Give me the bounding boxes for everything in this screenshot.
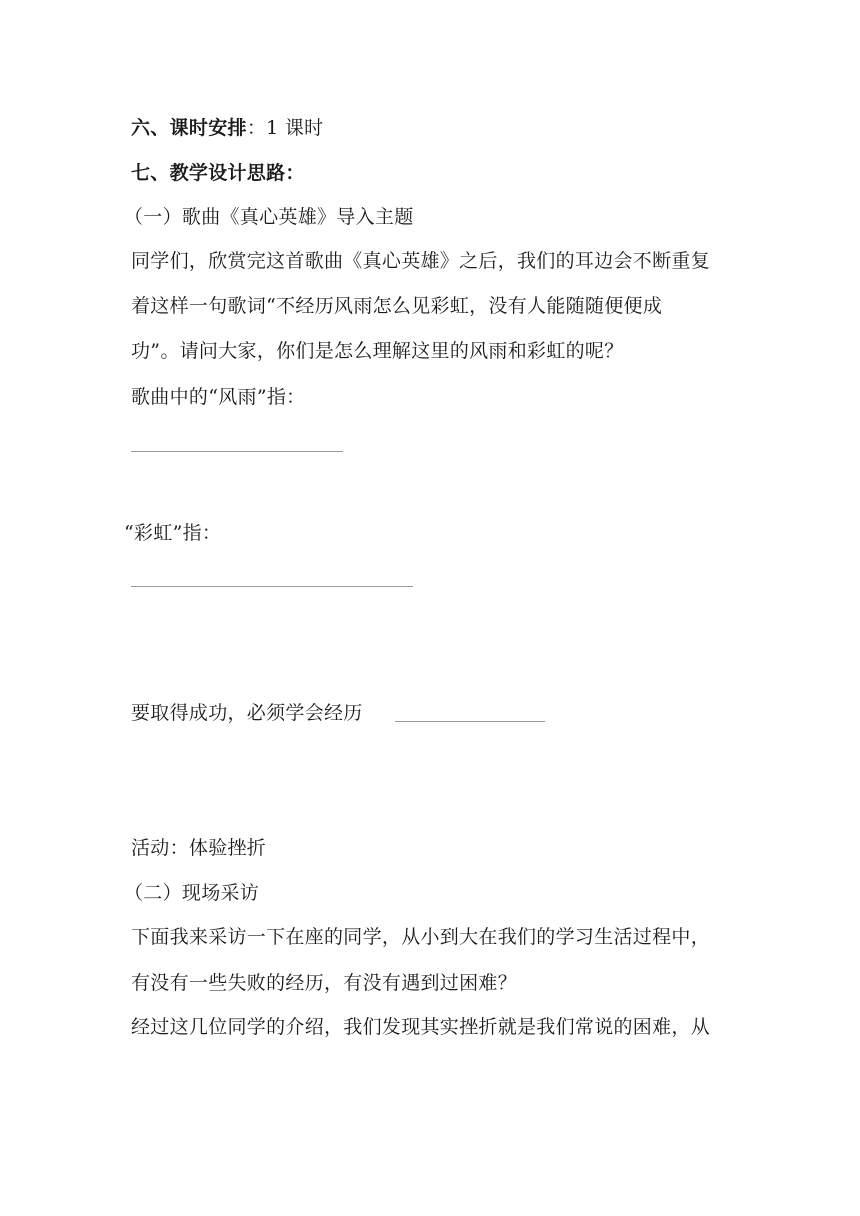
section-6-value: 1 课时 xyxy=(266,117,324,139)
rainbow-prompt: “彩虹”指： xyxy=(124,522,222,544)
part-1-paragraph-line-2: 着这样一句歌词“不经历风雨怎么见彩虹，没有人能随随便便成 xyxy=(131,295,663,317)
part-2-paragraph-line-2: 有没有一些失败的经历，有没有遇到过困难？ xyxy=(131,972,518,994)
section-7-heading: 七、教学设计思路： xyxy=(131,162,305,184)
part-1-title: （一）歌曲《真心英雄》导入主题 xyxy=(124,206,414,228)
success-answer-blank xyxy=(395,721,545,722)
section-6-line xyxy=(131,116,323,140)
part-1-paragraph-line-1: 同学们，欣赏完这首歌曲《真心英雄》之后，我们的耳边会不断重复 xyxy=(131,250,711,272)
rainbow-answer-blank xyxy=(131,586,413,587)
section-6-heading: 六、课时安排 xyxy=(131,117,247,139)
part-2-paragraph-line-1: 下面我来采访一下在座的同学，从小到大在我们的学习生活过程中， xyxy=(131,926,711,948)
wind-rain-answer-blank xyxy=(131,451,343,452)
part-2-paragraph-line-3: 经过这几位同学的介绍，我们发现其实挫折就是我们常说的困难，从 xyxy=(131,1016,711,1038)
activity-label: 活动：体验挫折 xyxy=(131,837,267,859)
part-1-paragraph-line-3: 功”。请问大家，你们是怎么理解这里的风雨和彩虹的呢？ xyxy=(131,340,624,362)
section-6-colon: ： xyxy=(246,117,267,139)
part-2-title: （二）现场采访 xyxy=(124,882,260,904)
success-prompt: 要取得成功，必须学会经历 xyxy=(131,702,363,724)
wind-rain-prompt: 歌曲中的“风雨”指： xyxy=(131,386,306,408)
